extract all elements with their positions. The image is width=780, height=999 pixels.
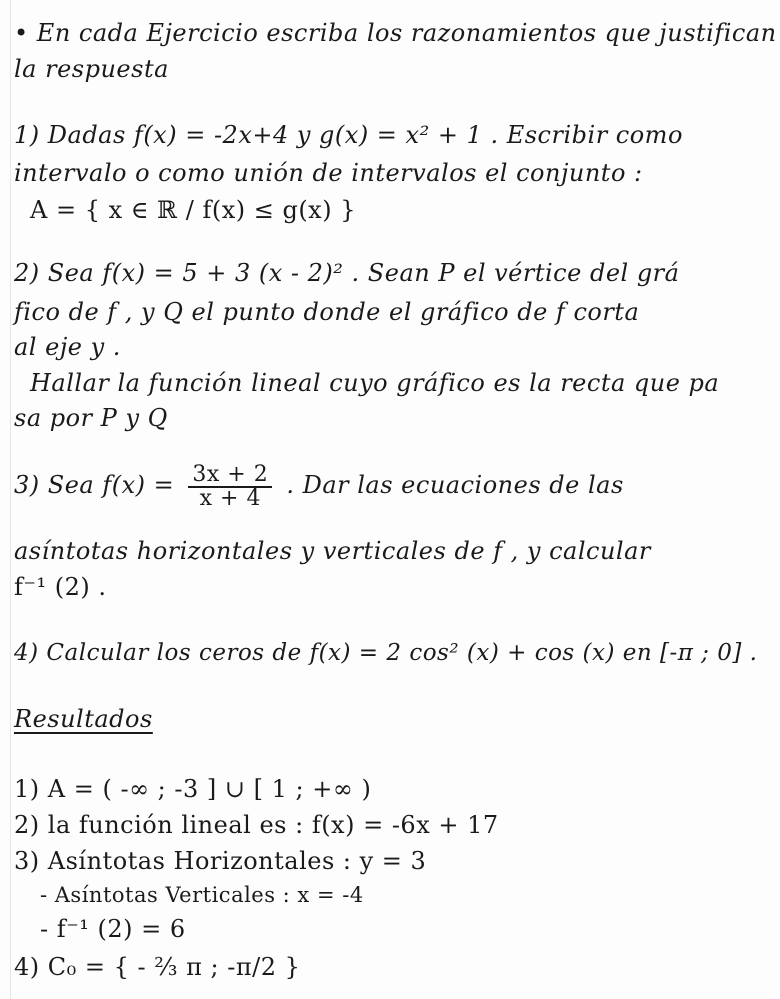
ex1-line-2: intervalo o como unión de intervalos el conjunto : xyxy=(14,159,643,187)
ex3-denominator: x + 4 xyxy=(199,485,261,511)
ex2-line-5: sa por P y Q xyxy=(14,404,168,432)
ex3-numerator: 3x + 2 xyxy=(188,464,272,488)
bullet: • xyxy=(14,19,29,47)
intro-line-2: la respuesta xyxy=(14,55,169,83)
ex3-line-3: f⁻¹ (2) . xyxy=(14,573,107,601)
ex2-line-3: al eje y . xyxy=(14,333,121,361)
results-title: Resultados xyxy=(14,705,153,733)
intro-text-1: En cada Ejercicio escriba los razonamientos que justifican xyxy=(36,19,777,47)
result-2: 2) la función lineal es : f(x) = -6x + 17 xyxy=(14,811,499,839)
ex3-suffix: . Dar las ecuaciones de las xyxy=(286,471,624,499)
result-1: 1) A = ( -∞ ; -3 ] ∪ [ 1 ; +∞ ) xyxy=(14,775,372,803)
result-3a: 3) Asíntotas Horizontales : y = 3 xyxy=(14,847,427,875)
page-margin-line xyxy=(10,0,11,999)
ex2-line-4: Hallar la función lineal cuyo gráfico es la recta que pa xyxy=(30,369,720,397)
ex4-line-1: 4) Calcular los ceros de f(x) = 2 cos² (x) + cos (x) en [-π ; 0] . xyxy=(14,640,758,666)
ex2-line-1: 2) Sea f(x) = 5 + 3 (x - 2)² . Sean P el vértice del grá xyxy=(14,259,680,287)
ex3-line-2: asíntotas horizontales y verticales de f , y calcular xyxy=(14,537,651,565)
ex3-prefix: 3) Sea f(x) = xyxy=(14,471,175,499)
ex3-line-1 xyxy=(14,460,770,510)
intro-line-1 xyxy=(14,18,777,48)
ex2-line-2: fico de f , y Q el punto donde el gráfico de f corta xyxy=(14,298,640,326)
result-3b: - Asíntotas Verticales : x = -4 xyxy=(40,883,364,907)
ex3-fraction xyxy=(188,461,272,511)
ex1-set-definition: A = { x ∈ ℝ / f(x) ≤ g(x) } xyxy=(30,196,356,224)
result-4: 4) C₀ = { - ⅔ π ; -π/2 } xyxy=(14,953,301,981)
result-3c: - f⁻¹ (2) = 6 xyxy=(40,915,186,943)
ex1-line-1: 1) Dadas f(x) = -2x+4 y g(x) = x² + 1 . Escribir como xyxy=(14,121,683,149)
